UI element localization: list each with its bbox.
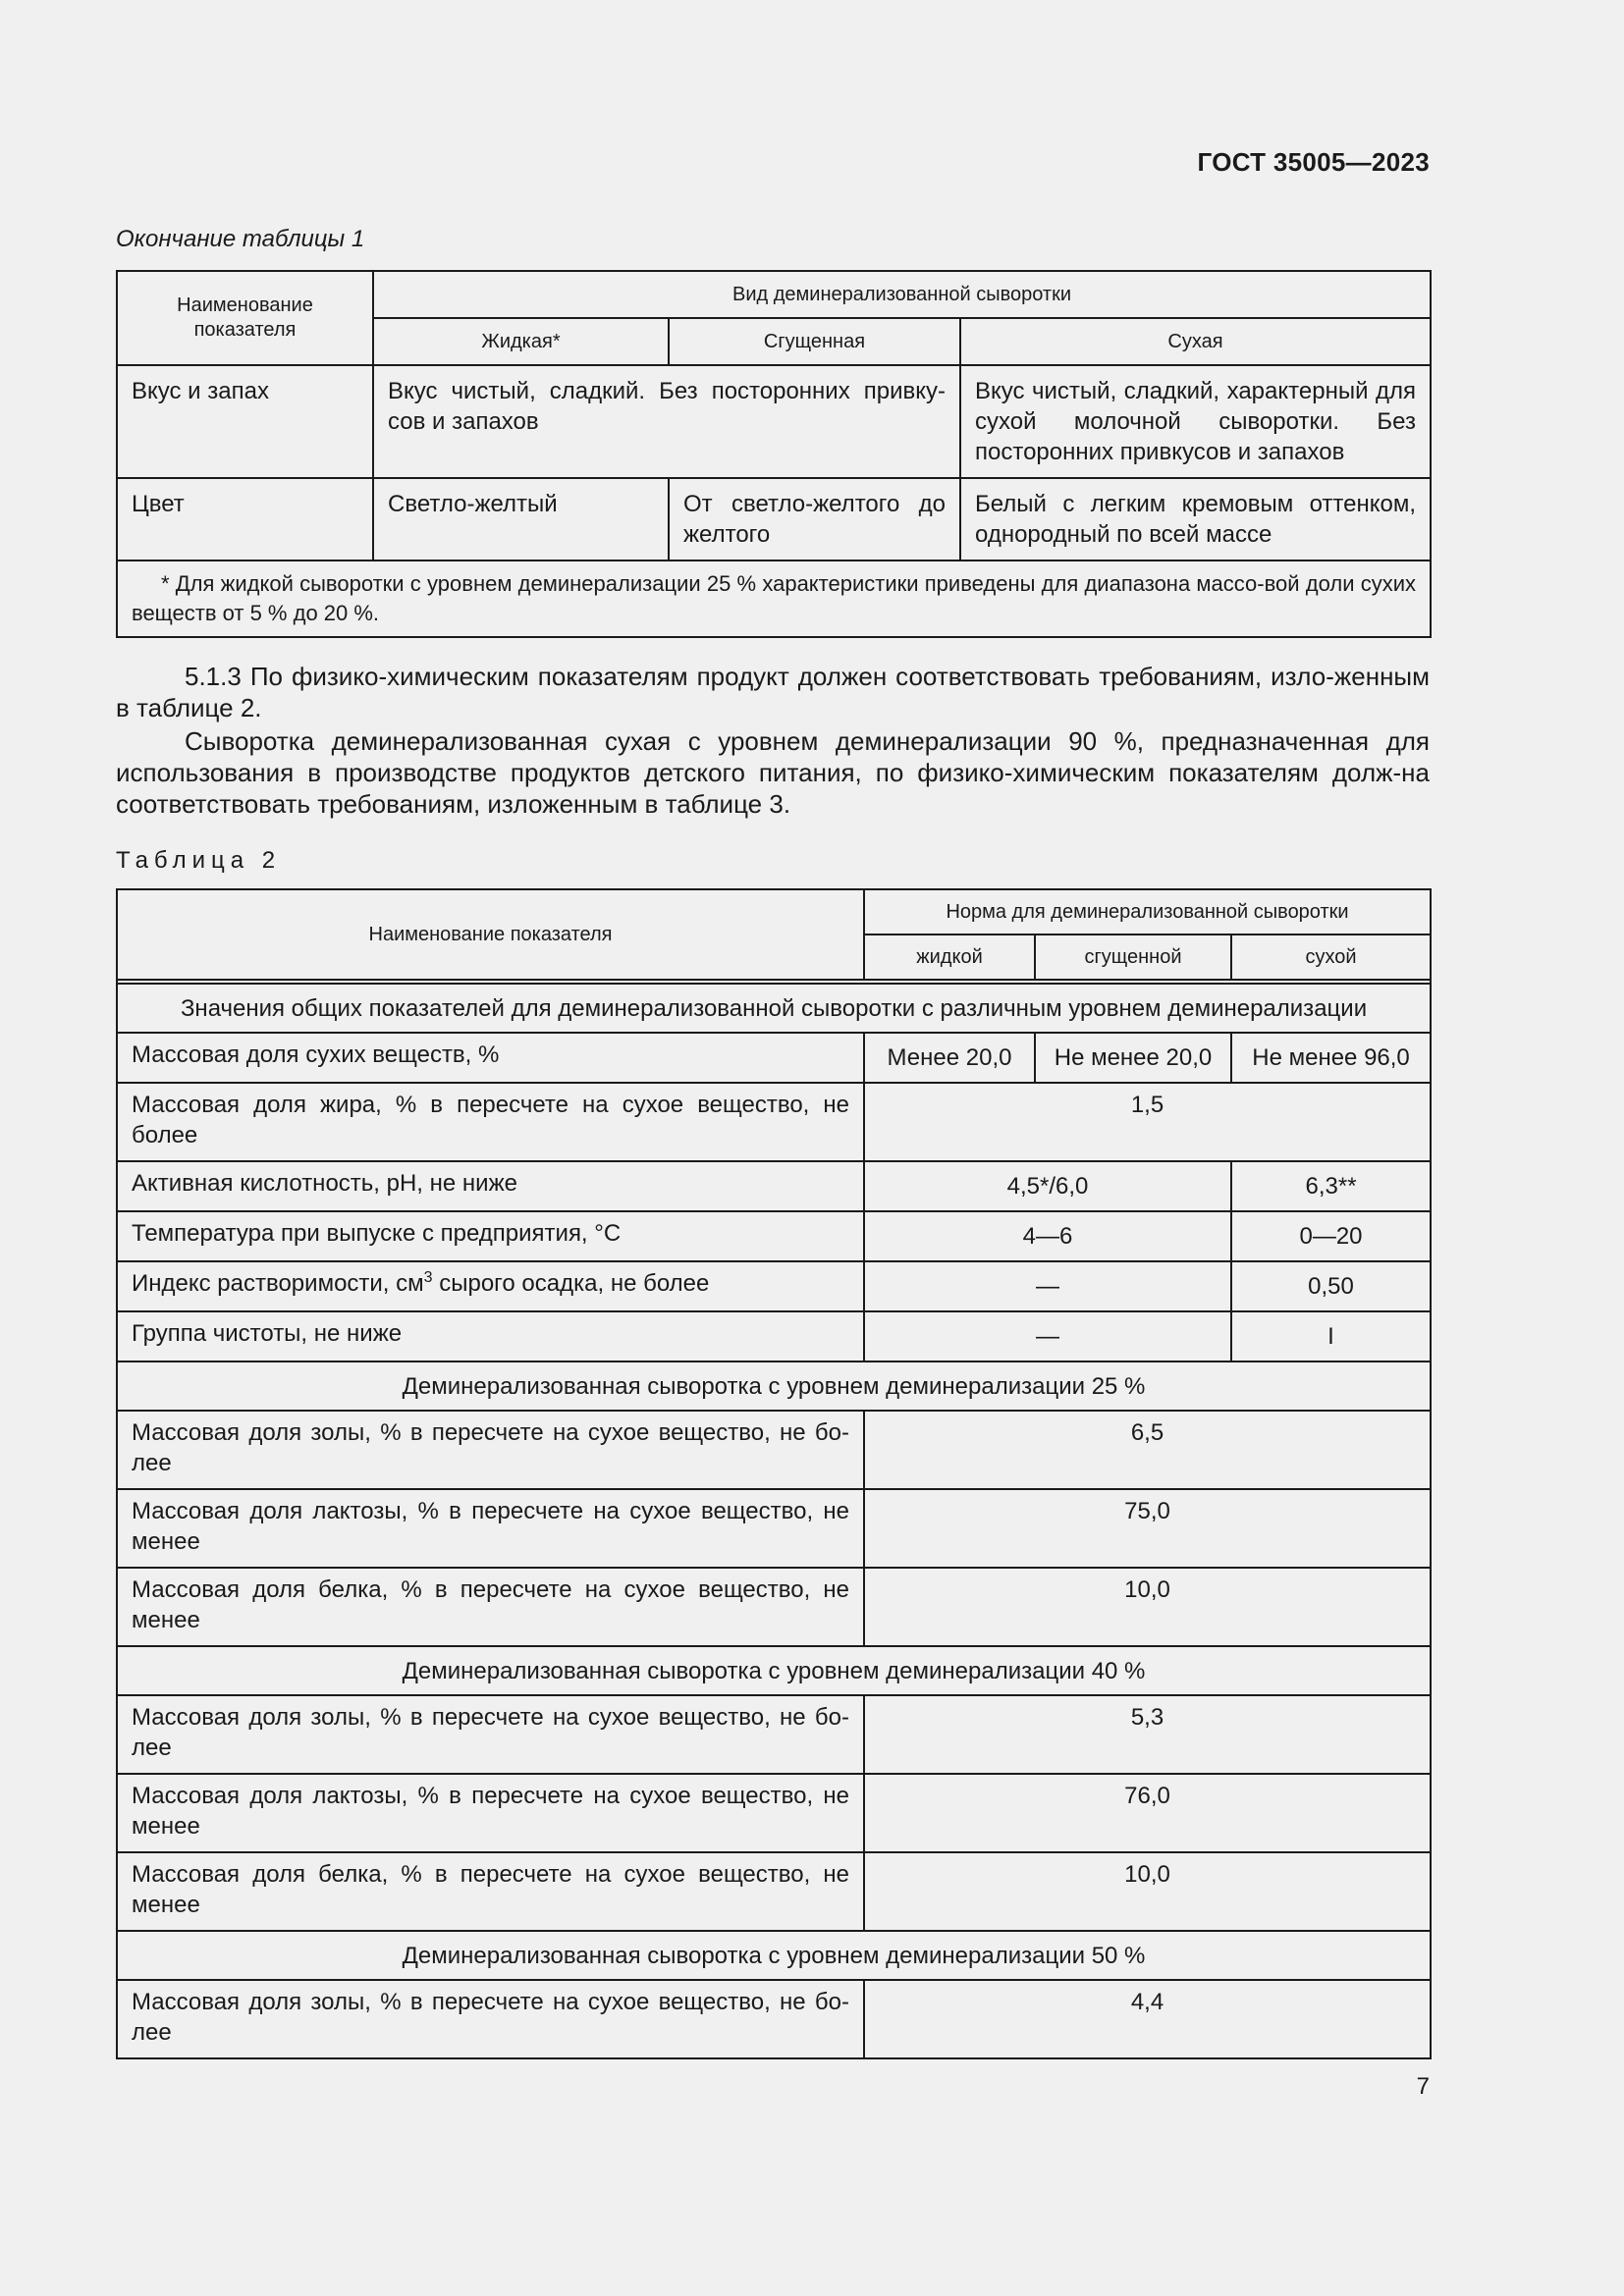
table2-row-name: Массовая доля жира, % в пересчете на сухое вещество, не более: [117, 1083, 864, 1161]
table2-row-name: Массовая доля золы, % в пересчете на сухое вещество, не бо-лее: [117, 1980, 864, 2058]
table2-cell-dry: 6,3**: [1231, 1161, 1431, 1211]
table-row: [117, 1980, 1431, 2058]
table2-cell-liquid-condensed: —: [864, 1261, 1231, 1311]
table2-cell-value: 10,0: [864, 1568, 1431, 1646]
table2-subheader-liquid: жидкой: [864, 934, 1035, 980]
table2-row-name: Массовая доля золы, % в пересчете на сухое вещество, не бо-лее: [117, 1695, 864, 1774]
table-row: [117, 1261, 1431, 1311]
table2-cell-value: 5,3: [864, 1695, 1431, 1774]
table2-caption: Таблица 2: [116, 847, 282, 874]
table2-section-general: Значения общих показателей для деминерализованной сыворотки с различным уровнем деминерализации: [117, 984, 1431, 1033]
table2-cell-liquid-condensed: —: [864, 1311, 1231, 1362]
table1-cell-dry: Вкус чистый, сладкий, характерный для сухой молочной сыворотки. Без посторонних привкусов и запахов: [960, 365, 1431, 478]
table2-row-name: Массовая доля лактозы, % в пересчете на сухое вещество, не менее: [117, 1489, 864, 1568]
table1-caption: Окончание таблицы 1: [116, 226, 365, 252]
table-row: [117, 1033, 1431, 1083]
table2-cell-value: 6,5: [864, 1411, 1431, 1489]
table-row: [117, 1774, 1431, 1852]
table2-cell-condensed: Не менее 20,0: [1035, 1033, 1231, 1083]
table1-row-name: Вкус и запах: [117, 365, 373, 478]
table-row: [117, 1411, 1431, 1489]
table2-row-name: Массовая доля лактозы, % в пересчете на сухое вещество, не менее: [117, 1774, 864, 1852]
table2-row-name: Массовая доля белка, % в пересчете на сухое вещество, не менее: [117, 1568, 864, 1646]
table2-cell-value: 76,0: [864, 1774, 1431, 1852]
table2-row-name: Массовая доля сухих веществ, %: [117, 1033, 864, 1083]
table2-row-name: Массовая доля белка, % в пересчете на сухое вещество, не менее: [117, 1852, 864, 1931]
table1-cell-condensed: От светло-желтого до желтого: [669, 478, 960, 561]
paragraph-5-1-3: 5.1.3 По физико-химическим показателям продукт должен соответствовать требованиям, изло-женным в таблице 2.: [116, 662, 1430, 722]
table-2: [116, 888, 1432, 2059]
table1-cell-dry: Белый с легким кремовым оттенком, однородный по всей массе: [960, 478, 1431, 561]
table2-section-title: Деминерализованная сыворотка с уровнем деминерализации 40 %: [117, 1646, 1431, 1695]
solubility-name-prefix: Индекс растворимости, см: [132, 1270, 424, 1297]
table2-group-header: Норма для деминерализованной сыворотки: [864, 889, 1431, 934]
table-row: [117, 1083, 1431, 1161]
table2-cell-value: 75,0: [864, 1489, 1431, 1568]
table2-cell-dry: 0—20: [1231, 1211, 1431, 1261]
table-row: [117, 1311, 1431, 1362]
table-1: [116, 270, 1432, 638]
table1-col-name-header: Наименование показателя: [117, 271, 373, 365]
table2-row-name: Температура при выпуске с предприятия, °С: [117, 1211, 864, 1261]
page-number: 7: [1416, 2073, 1430, 2100]
table2-section-title: Деминерализованная сыворотка с уровнем деминерализации 25 %: [117, 1362, 1431, 1411]
table2-row-name: Группа чистоты, не ниже: [117, 1311, 864, 1362]
table-row: [117, 1489, 1431, 1568]
table2-cell-liquid-condensed: 4—6: [864, 1211, 1231, 1261]
table-row: [117, 365, 1431, 478]
table-row: [117, 1161, 1431, 1211]
table-row: [117, 1695, 1431, 1774]
table-row: [117, 478, 1431, 561]
table1-footnote: * Для жидкой сыворотки с уровнем деминерализации 25 % характеристики приведены для диапазона массо-вой доли сухих веществ от 5 % до 20 %.: [117, 561, 1431, 637]
solubility-name-sup: 3: [423, 1269, 433, 1286]
table2-cell-value: 10,0: [864, 1852, 1431, 1931]
table2-cell-liquid: Менее 20,0: [864, 1033, 1035, 1083]
table2-subheader-condensed: сгущенной: [1035, 934, 1231, 980]
table2-subheader-dry: сухой: [1231, 934, 1431, 980]
table2-cell-dry: Не менее 96,0: [1231, 1033, 1431, 1083]
table2-row-name: Активная кислотность, pH, не ниже: [117, 1161, 864, 1211]
table2-row-name: Массовая доля золы, % в пересчете на сухое вещество, не бо-лее: [117, 1411, 864, 1489]
table1-row-name: Цвет: [117, 478, 373, 561]
paragraph-infant-whey: Сыворотка деминерализованная сухая с уровнем деминерализации 90 %, предназначенная для использования в производстве продуктов детского питания, по физико-химическим показателям долж-на соответствовать требованиям, изложенным в таблице 3.: [116, 726, 1430, 819]
table1-subheader-liquid: Жидкая*: [373, 318, 669, 365]
table1-group-header: Вид деминерализованной сыворотки: [373, 271, 1431, 318]
table2-cell-liquid-condensed: 4,5*/6,0: [864, 1161, 1231, 1211]
table-row: [117, 1568, 1431, 1646]
table-row: [117, 1852, 1431, 1931]
table2-row-name: [117, 1261, 864, 1311]
table2-cell-dry: 0,50: [1231, 1261, 1431, 1311]
table2-cell-dry: I: [1231, 1311, 1431, 1362]
table2-col-name-header: Наименование показателя: [117, 889, 864, 980]
table-row: [117, 1211, 1431, 1261]
table1-subheader-condensed: Сгущенная: [669, 318, 960, 365]
table1-subheader-dry: Сухая: [960, 318, 1431, 365]
table1-cell-liquid-condensed: Вкус чистый, сладкий. Без посторонних привку-сов и запахов: [373, 365, 960, 478]
table2-cell-value: 4,4: [864, 1980, 1431, 2058]
standard-code: ГОСТ 35005—2023: [1197, 147, 1430, 177]
table1-cell-liquid: Светло-желтый: [373, 478, 669, 561]
table2-section-title: Деминерализованная сыворотка с уровнем деминерализации 50 %: [117, 1931, 1431, 1980]
solubility-name-suffix: сырого осадка, не более: [432, 1270, 710, 1297]
table2-cell-all: 1,5: [864, 1083, 1431, 1161]
